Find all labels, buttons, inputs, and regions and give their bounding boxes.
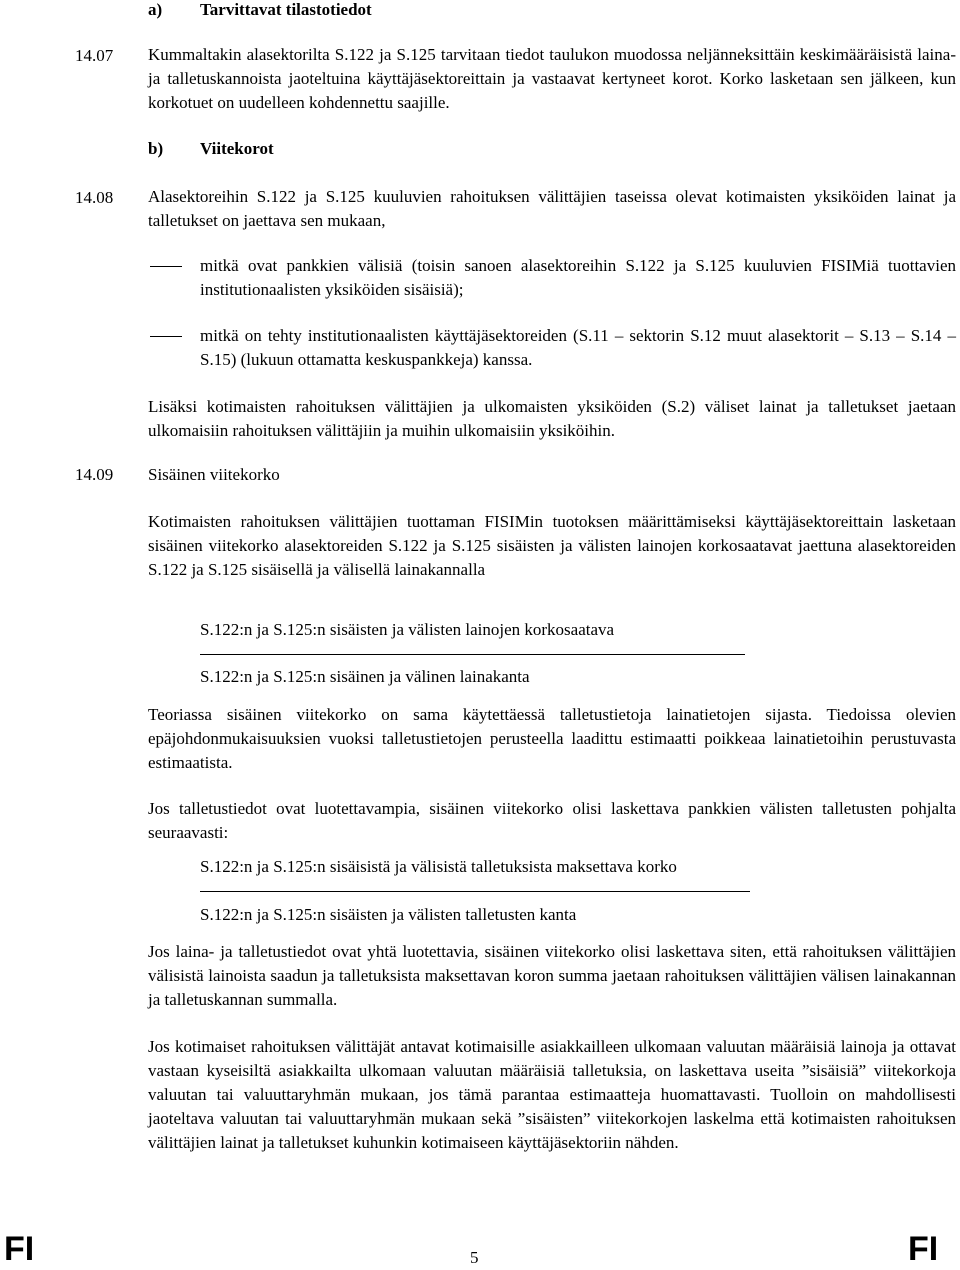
paragraph-1407-text: Kummaltakin alasektorilta S.122 ja S.125 tarvitaan tiedot taulukon muodossa neljänneksittäin keskimääräisistä laina- ja talletuskannoista jaoteltuina käyttäjäsektoreittain ja vastaavat kertyneet korot. Korko lasketaan sen jälkeen, kun korkotuet on uudelleen kohdennettu saajille. bbox=[148, 45, 956, 112]
fraction-line bbox=[200, 654, 745, 655]
fraction-line bbox=[200, 891, 750, 892]
paragraph-1408-text: Alasektoreihin S.122 ja S.125 kuuluvien rahoituksen välittäjien taseissa olevat kotimaisten yksiköiden lainat ja talletukset on jaettava sen mukaan, bbox=[148, 187, 956, 230]
formula-1-numerator: S.122:n ja S.125:n sisäisten ja välisten lainojen korkosaatava bbox=[200, 620, 615, 639]
formula-2-numerator: S.122:n ja S.125:n sisäisistä ja välisistä talletuksista maksettava korko bbox=[200, 857, 677, 876]
section-a-title: Tarvittavat tilastotiedot bbox=[200, 0, 372, 19]
section-a-marker: a) bbox=[148, 0, 163, 19]
dash-bullet bbox=[150, 336, 182, 337]
dash-bullet bbox=[150, 266, 182, 267]
section-b-title: Viitekorot bbox=[200, 139, 274, 158]
formula-2-denominator: S.122:n ja S.125:n sisäisten ja välisten talletusten kanta bbox=[200, 905, 577, 924]
paragraph-1408-text-2: Lisäksi kotimaisten rahoituksen välittäjien ja ulkomaisten yksiköiden (S.2) väliset lainat ja talletukset jaetaan ulkomaisiin rahoituksen välittäjiin ja muihin ulkomaisiin yksiköihin. bbox=[148, 397, 956, 440]
paragraph-number-1408: 14.08 bbox=[75, 188, 114, 207]
paragraph-deposits: Jos talletustiedot ovat luotettavampia, sisäinen viitekorko olisi laskettava pankkien välisten talletusten pohjalta seuraavasti: bbox=[148, 799, 956, 842]
paragraph-1409-intro: Kotimaisten rahoituksen välittäjien tuottaman FISIMin tuotoksen määrittämiseksi käyttäjäsektoreittain lasketaan sisäinen viitekorko alasektoreiden S.122 ja S.125 sisäisten ja välisten lainojen korkosaatavat jaettuna alasektoreiden S.122 ja S.125 sisäisellä ja välisellä lainakannalla bbox=[148, 512, 956, 579]
formula-1-denominator: S.122:n ja S.125:n sisäinen ja välinen lainakanta bbox=[200, 667, 530, 686]
paragraph-theory: Teoriassa sisäinen viitekorko on sama käytettäessä talletustietoja lainatietojen sijasta. Tiedoissa olevien epäjohdonmukaisuuksien vuoksi talletustietojen perusteella laadittu estimaatti poikkeaa lainatietoihin perustuvasta estimaatista. bbox=[148, 705, 956, 772]
footer-language-right: FI bbox=[908, 1230, 939, 1268]
footer-language-left: FI bbox=[4, 1230, 35, 1268]
paragraph-currency: Jos kotimaiset rahoituksen välittäjät antavat kotimaisille asiakkailleen ulkomaan valuutan määräisiä lainoja ja ottavat vastaan kyseisiltä asiakkailta ulkomaan valuutan määräisiä talletuksia, on laskettava useita ”sisäisiä” viitekorkoja valuutan tai valuuttaryhmän mukaan, jos tämä parantaa estimaatteja huomattavasti. Tuolloin on mahdollisesti jaoteltava valuutan tai valuuttaryhmän mukaan sekä ”sisäisten” viitekorkojen laskelma että kotimaisten rahoituksen välittäjien lainat ja talletukset kuhunkin kotimaiseen käyttäjäsektoriin nähden. bbox=[148, 1037, 956, 1152]
bullet-item-2: mitkä on tehty institutionaalisten käyttäjäsektoreiden (S.11 – sektorin S.12 muut alasektorit – S.13 – S.14 – S.15) (lukuun ottamatta keskuspankkeja) kanssa. bbox=[200, 326, 956, 369]
paragraph-number-1407: 14.07 bbox=[75, 46, 114, 65]
paragraph-number-1409: 14.09 bbox=[75, 465, 114, 484]
page-number: 5 bbox=[470, 1248, 479, 1267]
section-b-marker: b) bbox=[148, 139, 164, 158]
paragraph-equal: Jos laina- ja talletustiedot ovat yhtä luotettavia, sisäinen viitekorko olisi laskettava siten, että rahoituksen välittäjien välisistä lainoista saadun ja talletuksista maksettavan koron summa jaetaan rahoituksen välittäjien välisen lainakannan ja talletuskannan summalla. bbox=[148, 942, 956, 1009]
bullet-item-1: mitkä ovat pankkien välisiä (toisin sanoen alasektoreihin S.122 ja S.125 kuuluvien FISIMiä tuottavien institutionaalisten yksiköiden sisäisiä); bbox=[200, 256, 956, 299]
paragraph-1409-heading: Sisäinen viitekorko bbox=[148, 465, 280, 484]
